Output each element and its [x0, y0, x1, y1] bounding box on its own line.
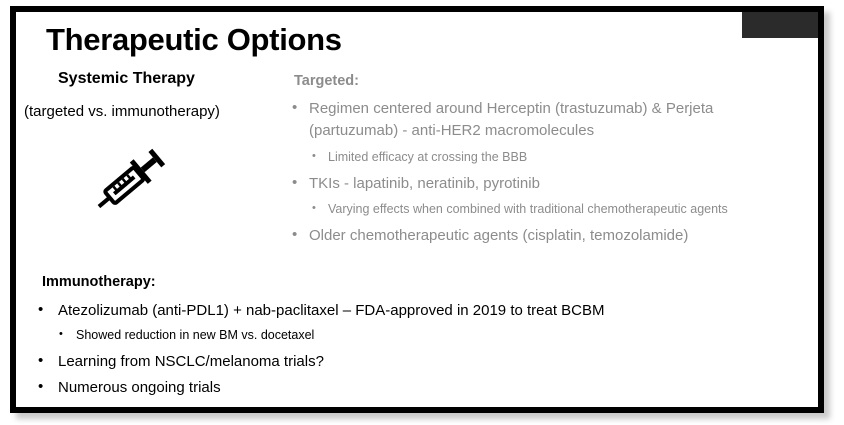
targeted-item-3: Older chemotherapeutic agents (cisplatin, temozolamide) — [309, 227, 689, 244]
immuno-item-1: Atezolizumab (anti-PDL1) + nab-paclitaxel – FDA-approved in 2019 to treat BCBM — [58, 302, 605, 319]
bullet-icon: • — [38, 352, 44, 369]
targeted-item-2: TKIs - lapatinib, neratinib, pyrotinib — [309, 175, 540, 192]
syringe-icon — [86, 138, 176, 224]
bullet-icon: • — [312, 150, 316, 162]
systemic-heading: Systemic Therapy — [58, 70, 195, 87]
immuno-item-2: Learning from NSCLC/melanoma trials? — [58, 353, 324, 370]
immuno-subitem-1: Showed reduction in new BM vs. docetaxel — [76, 328, 315, 342]
slide-title: Therapeutic Options — [46, 22, 342, 57]
targeted-subitem-1: Limited efficacy at crossing the BBB — [328, 150, 528, 164]
targeted-item-1: Regimen centered around Herceptin (trastuzumab) & Perjeta — [309, 100, 714, 117]
bullet-icon: • — [59, 328, 63, 340]
corner-block — [742, 12, 818, 38]
bullet-icon: • — [292, 226, 298, 243]
immuno-item-3: Numerous ongoing trials — [58, 379, 221, 396]
targeted-item-1-cont: (partuzumab) - anti-HER2 macromolecules — [309, 122, 595, 139]
systemic-subheading: (targeted vs. immunotherapy) — [24, 103, 220, 120]
immunotherapy-heading: Immunotherapy: — [42, 274, 156, 290]
bullet-icon: • — [38, 301, 44, 318]
slide-frame — [10, 6, 824, 413]
targeted-subitem-2: Varying effects when combined with traditional chemotherapeutic agents — [328, 202, 728, 216]
bullet-icon: • — [38, 378, 44, 395]
bullet-icon: • — [292, 174, 298, 191]
bullet-icon: • — [312, 202, 316, 214]
targeted-heading: Targeted: — [294, 73, 359, 89]
bullet-icon: • — [292, 99, 298, 116]
